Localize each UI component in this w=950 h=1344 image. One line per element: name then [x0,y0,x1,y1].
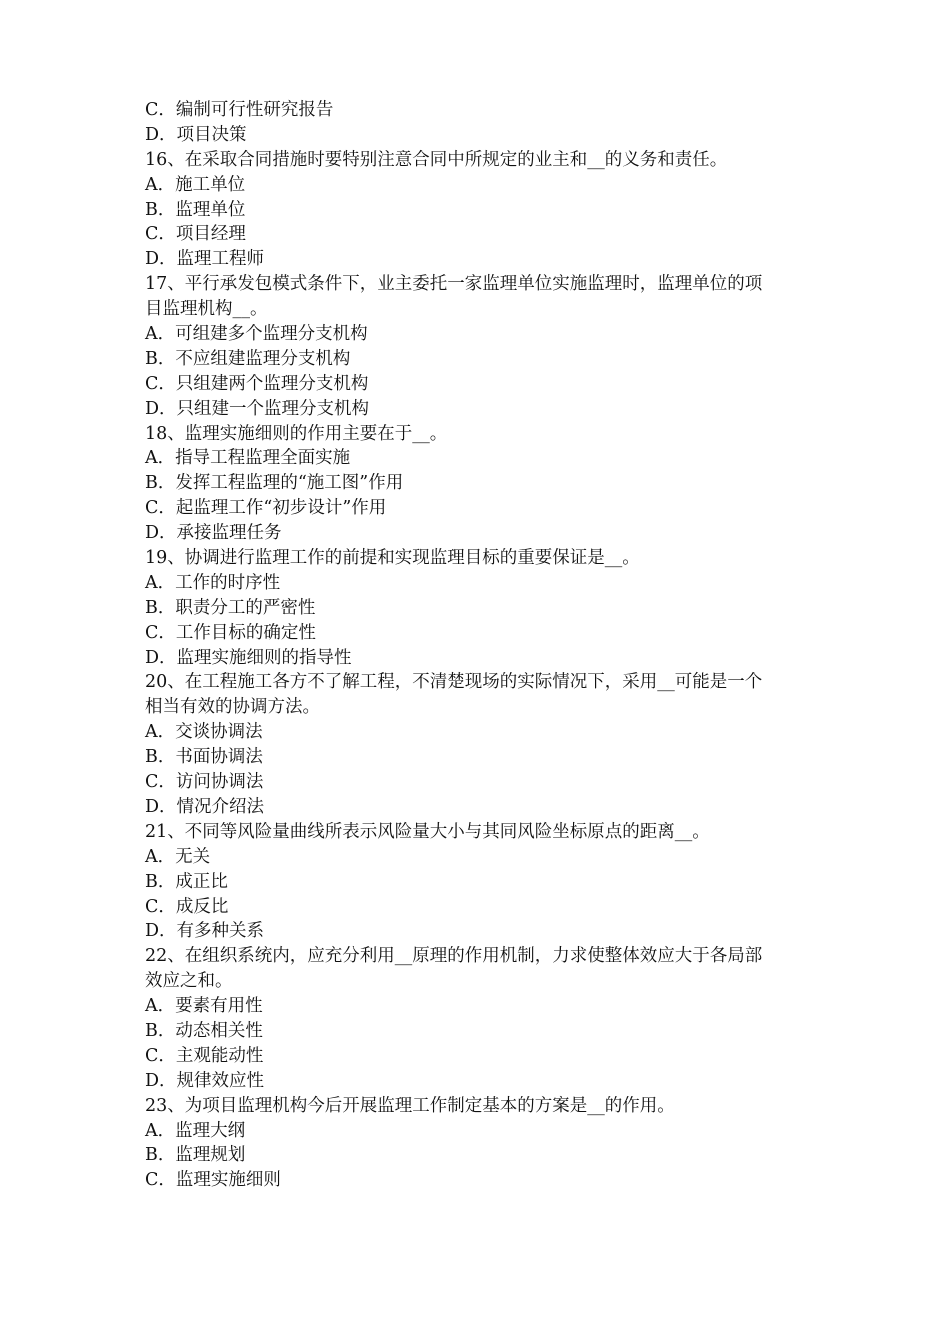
question-22-cont: 效应之和。 [145,971,233,992]
question-20-cont: 相当有效的协调方法。 [145,697,320,718]
option-line: A．可组建多个监理分支机构 [145,324,368,345]
option-line: D．情况介绍法 [145,796,265,817]
option-line: C．工作目标的确定性 [145,622,316,643]
option-line: A．无关 [145,846,211,867]
option-line: C．成反比 [145,896,229,917]
option-line: A．指导工程监理全面实施 [145,448,351,469]
option-line: C．只组建两个监理分支机构 [145,373,369,394]
option-line: A．工作的时序性 [145,572,281,593]
option-line: B．监理规划 [145,1145,246,1166]
question-23: 23、为项目监理机构今后开展监理工作制定基本的方案是__的作用。 [145,1095,675,1116]
option-line: D．监理实施细则的指导性 [145,647,352,668]
option-line: A．施工单位 [145,174,246,195]
option-line: D．只组建一个监理分支机构 [145,398,370,419]
option-line: C．访问协调法 [145,772,264,793]
option-line: A．监理大纲 [145,1120,246,1141]
question-21: 21、不同等风险量曲线所表示风险量大小与其同风险坐标原点的距离__。 [145,821,710,842]
text-line: D．项目决策 [145,124,247,145]
question-16: 16、在采取合同措施时要特别注意合同中所规定的业主和__的义务和责任。 [145,149,728,170]
question-20: 20、在工程施工各方不了解工程，不清楚现场的实际情况下，采用__可能是一个 [145,672,763,693]
text-line: C．编制可行性研究报告 [145,100,334,120]
document-body [145,98,825,1193]
option-line: B．书面协调法 [145,747,263,768]
option-line: B．职责分工的严密性 [145,597,316,618]
option-line: C．主观能动性 [145,1045,264,1066]
question-17: 17、平行承发包模式条件下，业主委托一家监理单位实施监理时，监理单位的项 [145,274,763,295]
option-line: C．监理实施细则 [145,1170,281,1191]
option-line: A．交谈协调法 [145,722,263,743]
option-line: B．发挥工程监理的“施工图”作用 [145,473,404,494]
question-17-cont: 目监理机构__。 [145,299,268,320]
option-line: C．项目经理 [145,224,246,245]
question-18: 18、监理实施细则的作用主要在于__。 [145,423,448,444]
option-line: B．不应组建监理分支机构 [145,348,351,369]
question-22: 22、在组织系统内，应充分利用__原理的作用机制，力求使整体效应大于各局部 [145,946,763,967]
option-line: B．动态相关性 [145,1020,263,1041]
option-line: D．监理工程师 [145,249,265,270]
option-line: D．规律效应性 [145,1070,265,1091]
option-line: D．有多种关系 [145,921,265,942]
option-line: C．起监理工作“初步设计”作用 [145,498,387,519]
option-line: D．承接监理任务 [145,523,282,544]
question-19: 19、协调进行监理工作的前提和实现监理目标的重要保证是__。 [145,548,640,569]
option-line: B．成正比 [145,871,228,892]
option-line: A．要素有用性 [145,996,263,1017]
option-line: B．监理单位 [145,199,246,220]
